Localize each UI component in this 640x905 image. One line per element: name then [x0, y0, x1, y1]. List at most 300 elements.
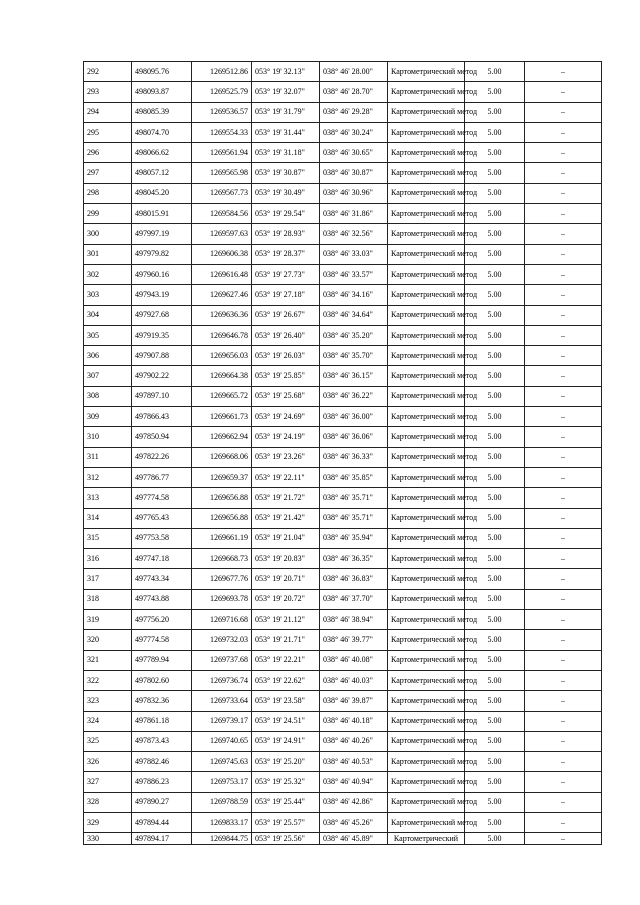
- x-coordinate-cell: 497743.34: [132, 569, 192, 589]
- x-coordinate-cell: 497902.22: [132, 366, 192, 386]
- latitude-cell: 053° 19' 25.85": [252, 366, 320, 386]
- point-number-cell: 297: [84, 163, 132, 183]
- table-row: [84, 62, 602, 82]
- accuracy-cell: 5.00: [465, 183, 525, 203]
- longitude-cell: 038° 46' 38.94": [320, 610, 388, 630]
- point-number-cell: 320: [84, 630, 132, 650]
- y-coordinate-cell: 1269636.36: [192, 305, 252, 325]
- x-coordinate-cell: 497894.17: [132, 833, 192, 845]
- method-cell: Картометрический метод: [388, 264, 465, 284]
- table-row: [84, 630, 602, 650]
- note-cell: –: [525, 569, 602, 589]
- longitude-cell: 038° 46' 36.33": [320, 447, 388, 467]
- latitude-cell: 053° 19' 32.07": [252, 82, 320, 102]
- note-cell: –: [525, 447, 602, 467]
- table-row: [84, 82, 602, 102]
- accuracy-cell: 5.00: [465, 264, 525, 284]
- method-cell: Картометрический метод: [388, 731, 465, 751]
- note-cell: –: [525, 163, 602, 183]
- longitude-cell: 038° 46' 31.86": [320, 204, 388, 224]
- method-cell: Картометрический метод: [388, 772, 465, 792]
- x-coordinate-cell: 497756.20: [132, 610, 192, 630]
- accuracy-cell: 5.00: [465, 833, 525, 845]
- note-cell: –: [525, 752, 602, 772]
- y-coordinate-cell: 1269677.76: [192, 569, 252, 589]
- method-cell: Картометрический метод: [388, 691, 465, 711]
- x-coordinate-cell: 497765.43: [132, 508, 192, 528]
- longitude-cell: 038° 46' 33.57": [320, 264, 388, 284]
- point-number-cell: 306: [84, 346, 132, 366]
- point-number-cell: 307: [84, 366, 132, 386]
- longitude-cell: 038° 46' 28.00": [320, 62, 388, 82]
- y-coordinate-cell: 1269662.94: [192, 427, 252, 447]
- point-number-cell: 316: [84, 549, 132, 569]
- y-coordinate-cell: 1269668.73: [192, 549, 252, 569]
- method-cell: Картометрический метод: [388, 447, 465, 467]
- note-cell: –: [525, 62, 602, 82]
- method-cell: Картометрический метод: [388, 285, 465, 305]
- note-cell: –: [525, 812, 602, 832]
- latitude-cell: 053° 19' 25.56": [252, 833, 320, 845]
- method-cell: Картометрический метод: [388, 792, 465, 812]
- table-row: [84, 386, 602, 406]
- point-number-cell: 309: [84, 407, 132, 427]
- point-number-cell: 321: [84, 650, 132, 670]
- latitude-cell: 053° 19' 22.21": [252, 650, 320, 670]
- point-number-cell: 310: [84, 427, 132, 447]
- point-number-cell: 318: [84, 589, 132, 609]
- point-number-cell: 311: [84, 447, 132, 467]
- x-coordinate-cell: 497919.35: [132, 325, 192, 345]
- latitude-cell: 053° 19' 24.19": [252, 427, 320, 447]
- y-coordinate-cell: 1269736.74: [192, 670, 252, 690]
- latitude-cell: 053° 19' 21.71": [252, 630, 320, 650]
- y-coordinate-cell: 1269561.94: [192, 143, 252, 163]
- latitude-cell: 053° 19' 20.72": [252, 589, 320, 609]
- y-coordinate-cell: 1269536.57: [192, 102, 252, 122]
- point-number-cell: 304: [84, 305, 132, 325]
- table-row: [84, 508, 602, 528]
- latitude-cell: 053° 19' 31.44": [252, 122, 320, 142]
- latitude-cell: 053° 19' 21.72": [252, 488, 320, 508]
- longitude-cell: 038° 46' 40.53": [320, 752, 388, 772]
- latitude-cell: 053° 19' 24.91": [252, 731, 320, 751]
- x-coordinate-cell: 497802.60: [132, 670, 192, 690]
- accuracy-cell: 5.00: [465, 204, 525, 224]
- method-cell: Картометрический метод: [388, 224, 465, 244]
- table-row: [84, 772, 602, 792]
- longitude-cell: 038° 46' 36.83": [320, 569, 388, 589]
- y-coordinate-cell: 1269646.78: [192, 325, 252, 345]
- x-coordinate-cell: 497774.58: [132, 488, 192, 508]
- accuracy-cell: 5.00: [465, 670, 525, 690]
- accuracy-cell: 5.00: [465, 508, 525, 528]
- accuracy-cell: 5.00: [465, 447, 525, 467]
- x-coordinate-cell: 497890.27: [132, 792, 192, 812]
- note-cell: –: [525, 731, 602, 751]
- point-number-cell: 312: [84, 467, 132, 487]
- longitude-cell: 038° 46' 33.03": [320, 244, 388, 264]
- accuracy-cell: 5.00: [465, 792, 525, 812]
- x-coordinate-cell: 497753.58: [132, 528, 192, 548]
- accuracy-cell: 5.00: [465, 772, 525, 792]
- note-cell: –: [525, 772, 602, 792]
- method-cell: Картометрический метод: [388, 102, 465, 122]
- point-number-cell: 294: [84, 102, 132, 122]
- latitude-cell: 053° 19' 31.18": [252, 143, 320, 163]
- accuracy-cell: 5.00: [465, 427, 525, 447]
- method-cell: Картометрический метод: [388, 752, 465, 772]
- x-coordinate-cell: 497882.46: [132, 752, 192, 772]
- point-number-cell: 296: [84, 143, 132, 163]
- latitude-cell: 053° 19' 30.49": [252, 183, 320, 203]
- y-coordinate-cell: 1269833.17: [192, 812, 252, 832]
- point-number-cell: 325: [84, 731, 132, 751]
- method-cell: Картометрический метод: [388, 82, 465, 102]
- table-row: [84, 752, 602, 772]
- table-row: [84, 650, 602, 670]
- method-cell: Картометрический метод: [388, 407, 465, 427]
- point-number-cell: 292: [84, 62, 132, 82]
- coordinates-table: [83, 61, 602, 845]
- x-coordinate-cell: 497850.94: [132, 427, 192, 447]
- y-coordinate-cell: 1269584.56: [192, 204, 252, 224]
- point-number-cell: 322: [84, 670, 132, 690]
- method-cell: Картометрический: [388, 833, 465, 845]
- y-coordinate-cell: 1269753.17: [192, 772, 252, 792]
- note-cell: –: [525, 386, 602, 406]
- y-coordinate-cell: 1269554.33: [192, 122, 252, 142]
- longitude-cell: 038° 46' 39.77": [320, 630, 388, 650]
- x-coordinate-cell: 497886.23: [132, 772, 192, 792]
- table-row: [84, 285, 602, 305]
- table-row: [84, 427, 602, 447]
- y-coordinate-cell: 1269525.79: [192, 82, 252, 102]
- longitude-cell: 038° 46' 36.15": [320, 366, 388, 386]
- table-row: [84, 731, 602, 751]
- longitude-cell: 038° 46' 40.03": [320, 670, 388, 690]
- method-cell: Картометрический метод: [388, 366, 465, 386]
- longitude-cell: 038° 46' 35.94": [320, 528, 388, 548]
- latitude-cell: 053° 19' 20.71": [252, 569, 320, 589]
- y-coordinate-cell: 1269661.73: [192, 407, 252, 427]
- longitude-cell: 038° 46' 36.00": [320, 407, 388, 427]
- note-cell: –: [525, 488, 602, 508]
- accuracy-cell: 5.00: [465, 386, 525, 406]
- point-number-cell: 327: [84, 772, 132, 792]
- note-cell: –: [525, 366, 602, 386]
- method-cell: Картометрический метод: [388, 204, 465, 224]
- accuracy-cell: 5.00: [465, 731, 525, 751]
- latitude-cell: 053° 19' 31.79": [252, 102, 320, 122]
- note-cell: –: [525, 82, 602, 102]
- y-coordinate-cell: 1269740.65: [192, 731, 252, 751]
- longitude-cell: 038° 46' 29.28": [320, 102, 388, 122]
- latitude-cell: 053° 19' 23.58": [252, 691, 320, 711]
- point-number-cell: 295: [84, 122, 132, 142]
- method-cell: Картометрический метод: [388, 163, 465, 183]
- point-number-cell: 328: [84, 792, 132, 812]
- method-cell: Картометрический метод: [388, 488, 465, 508]
- note-cell: –: [525, 792, 602, 812]
- point-number-cell: 330: [84, 833, 132, 845]
- accuracy-cell: 5.00: [465, 366, 525, 386]
- latitude-cell: 053° 19' 28.37": [252, 244, 320, 264]
- accuracy-cell: 5.00: [465, 589, 525, 609]
- latitude-cell: 053° 19' 22.11": [252, 467, 320, 487]
- note-cell: –: [525, 630, 602, 650]
- point-number-cell: 317: [84, 569, 132, 589]
- note-cell: –: [525, 711, 602, 731]
- table-row: [84, 549, 602, 569]
- table-row: [84, 528, 602, 548]
- accuracy-cell: 5.00: [465, 467, 525, 487]
- latitude-cell: 053° 19' 24.51": [252, 711, 320, 731]
- point-number-cell: 305: [84, 325, 132, 345]
- table-row: [84, 346, 602, 366]
- note-cell: –: [525, 427, 602, 447]
- longitude-cell: 038° 46' 37.70": [320, 589, 388, 609]
- table-row: [84, 670, 602, 690]
- y-coordinate-cell: 1269597.63: [192, 224, 252, 244]
- longitude-cell: 038° 46' 35.70": [320, 346, 388, 366]
- y-coordinate-cell: 1269606.38: [192, 244, 252, 264]
- accuracy-cell: 5.00: [465, 346, 525, 366]
- table-row: [84, 366, 602, 386]
- table-row: [84, 244, 602, 264]
- longitude-cell: 038° 46' 40.18": [320, 711, 388, 731]
- table-row: [84, 833, 602, 845]
- latitude-cell: 053° 19' 25.57": [252, 812, 320, 832]
- latitude-cell: 053° 19' 26.40": [252, 325, 320, 345]
- longitude-cell: 038° 46' 35.71": [320, 488, 388, 508]
- method-cell: Картометрический метод: [388, 467, 465, 487]
- table-row: [84, 305, 602, 325]
- point-number-cell: 301: [84, 244, 132, 264]
- x-coordinate-cell: 498015.91: [132, 204, 192, 224]
- point-number-cell: 326: [84, 752, 132, 772]
- note-cell: –: [525, 325, 602, 345]
- longitude-cell: 038° 46' 34.16": [320, 285, 388, 305]
- method-cell: Картометрический метод: [388, 630, 465, 650]
- longitude-cell: 038° 46' 32.56": [320, 224, 388, 244]
- table-row: [84, 183, 602, 203]
- note-cell: –: [525, 833, 602, 845]
- method-cell: Картометрический метод: [388, 122, 465, 142]
- method-cell: Картометрический метод: [388, 183, 465, 203]
- longitude-cell: 038° 46' 30.65": [320, 143, 388, 163]
- x-coordinate-cell: 497979.82: [132, 244, 192, 264]
- method-cell: Картометрический метод: [388, 62, 465, 82]
- method-cell: Картометрический метод: [388, 386, 465, 406]
- accuracy-cell: 5.00: [465, 711, 525, 731]
- point-number-cell: 298: [84, 183, 132, 203]
- point-number-cell: 323: [84, 691, 132, 711]
- note-cell: –: [525, 285, 602, 305]
- latitude-cell: 053° 19' 20.83": [252, 549, 320, 569]
- longitude-cell: 038° 46' 34.64": [320, 305, 388, 325]
- latitude-cell: 053° 19' 25.44": [252, 792, 320, 812]
- y-coordinate-cell: 1269659.37: [192, 467, 252, 487]
- accuracy-cell: 5.00: [465, 488, 525, 508]
- note-cell: –: [525, 407, 602, 427]
- x-coordinate-cell: 498095.76: [132, 62, 192, 82]
- y-coordinate-cell: 1269565.98: [192, 163, 252, 183]
- accuracy-cell: 5.00: [465, 122, 525, 142]
- latitude-cell: 053° 19' 27.18": [252, 285, 320, 305]
- x-coordinate-cell: 498057.12: [132, 163, 192, 183]
- latitude-cell: 053° 19' 23.26": [252, 447, 320, 467]
- x-coordinate-cell: 497786.77: [132, 467, 192, 487]
- y-coordinate-cell: 1269512.86: [192, 62, 252, 82]
- method-cell: Картометрический метод: [388, 569, 465, 589]
- y-coordinate-cell: 1269788.59: [192, 792, 252, 812]
- y-coordinate-cell: 1269616.48: [192, 264, 252, 284]
- note-cell: –: [525, 467, 602, 487]
- note-cell: –: [525, 102, 602, 122]
- y-coordinate-cell: 1269668.06: [192, 447, 252, 467]
- table-row: [84, 589, 602, 609]
- x-coordinate-cell: 497743.88: [132, 589, 192, 609]
- latitude-cell: 053° 19' 21.04": [252, 528, 320, 548]
- method-cell: Картометрический метод: [388, 346, 465, 366]
- y-coordinate-cell: 1269745.63: [192, 752, 252, 772]
- accuracy-cell: 5.00: [465, 610, 525, 630]
- method-cell: Картометрический метод: [388, 427, 465, 447]
- x-coordinate-cell: 497747.18: [132, 549, 192, 569]
- note-cell: –: [525, 122, 602, 142]
- note-cell: –: [525, 346, 602, 366]
- point-number-cell: 300: [84, 224, 132, 244]
- longitude-cell: 038° 46' 35.85": [320, 467, 388, 487]
- accuracy-cell: 5.00: [465, 325, 525, 345]
- x-coordinate-cell: 497907.88: [132, 346, 192, 366]
- longitude-cell: 038° 46' 28.70": [320, 82, 388, 102]
- coordinates-table-body: [84, 62, 602, 845]
- table-row: [84, 163, 602, 183]
- longitude-cell: 038° 46' 35.20": [320, 325, 388, 345]
- point-number-cell: 308: [84, 386, 132, 406]
- y-coordinate-cell: 1269567.73: [192, 183, 252, 203]
- accuracy-cell: 5.00: [465, 407, 525, 427]
- y-coordinate-cell: 1269716.68: [192, 610, 252, 630]
- method-cell: Картометрический метод: [388, 305, 465, 325]
- table-row: [84, 224, 602, 244]
- latitude-cell: 053° 19' 28.93": [252, 224, 320, 244]
- longitude-cell: 038° 46' 30.87": [320, 163, 388, 183]
- point-number-cell: 315: [84, 528, 132, 548]
- accuracy-cell: 5.00: [465, 82, 525, 102]
- point-number-cell: 324: [84, 711, 132, 731]
- x-coordinate-cell: 498074.70: [132, 122, 192, 142]
- accuracy-cell: 5.00: [465, 752, 525, 772]
- longitude-cell: 038° 46' 35.71": [320, 508, 388, 528]
- accuracy-cell: 5.00: [465, 549, 525, 569]
- y-coordinate-cell: 1269844.75: [192, 833, 252, 845]
- note-cell: –: [525, 670, 602, 690]
- latitude-cell: 053° 19' 22.62": [252, 670, 320, 690]
- note-cell: –: [525, 691, 602, 711]
- method-cell: Картометрический метод: [388, 589, 465, 609]
- accuracy-cell: 5.00: [465, 569, 525, 589]
- note-cell: –: [525, 224, 602, 244]
- x-coordinate-cell: 497894.44: [132, 812, 192, 832]
- point-number-cell: 293: [84, 82, 132, 102]
- accuracy-cell: 5.00: [465, 285, 525, 305]
- y-coordinate-cell: 1269737.68: [192, 650, 252, 670]
- table-row: [84, 447, 602, 467]
- point-number-cell: 314: [84, 508, 132, 528]
- note-cell: –: [525, 528, 602, 548]
- accuracy-cell: 5.00: [465, 305, 525, 325]
- table-row: [84, 610, 602, 630]
- table-row: [84, 467, 602, 487]
- method-cell: Картометрический метод: [388, 711, 465, 731]
- x-coordinate-cell: 497822.26: [132, 447, 192, 467]
- accuracy-cell: 5.00: [465, 650, 525, 670]
- method-cell: Картометрический метод: [388, 610, 465, 630]
- longitude-cell: 038° 46' 30.24": [320, 122, 388, 142]
- y-coordinate-cell: 1269732.03: [192, 630, 252, 650]
- x-coordinate-cell: 497861.18: [132, 711, 192, 731]
- longitude-cell: 038° 46' 45.26": [320, 812, 388, 832]
- y-coordinate-cell: 1269664.38: [192, 366, 252, 386]
- table-row: [84, 792, 602, 812]
- longitude-cell: 038° 46' 36.06": [320, 427, 388, 447]
- latitude-cell: 053° 19' 29.54": [252, 204, 320, 224]
- table-row: [84, 325, 602, 345]
- x-coordinate-cell: 497897.10: [132, 386, 192, 406]
- point-number-cell: 299: [84, 204, 132, 224]
- x-coordinate-cell: 497866.43: [132, 407, 192, 427]
- y-coordinate-cell: 1269661.19: [192, 528, 252, 548]
- x-coordinate-cell: 497873.43: [132, 731, 192, 751]
- x-coordinate-cell: 497789.94: [132, 650, 192, 670]
- accuracy-cell: 5.00: [465, 143, 525, 163]
- latitude-cell: 053° 19' 26.03": [252, 346, 320, 366]
- accuracy-cell: 5.00: [465, 62, 525, 82]
- table-row: [84, 812, 602, 832]
- method-cell: Картометрический метод: [388, 670, 465, 690]
- latitude-cell: 053° 19' 25.20": [252, 752, 320, 772]
- x-coordinate-cell: 498085.39: [132, 102, 192, 122]
- x-coordinate-cell: 498066.62: [132, 143, 192, 163]
- latitude-cell: 053° 19' 26.67": [252, 305, 320, 325]
- accuracy-cell: 5.00: [465, 812, 525, 832]
- y-coordinate-cell: 1269693.78: [192, 589, 252, 609]
- method-cell: Картометрический метод: [388, 812, 465, 832]
- method-cell: Картометрический метод: [388, 508, 465, 528]
- point-number-cell: 303: [84, 285, 132, 305]
- method-cell: Картометрический метод: [388, 650, 465, 670]
- longitude-cell: 038° 46' 40.26": [320, 731, 388, 751]
- x-coordinate-cell: 498045.20: [132, 183, 192, 203]
- x-coordinate-cell: 497832.36: [132, 691, 192, 711]
- y-coordinate-cell: 1269656.88: [192, 508, 252, 528]
- note-cell: –: [525, 143, 602, 163]
- point-number-cell: 329: [84, 812, 132, 832]
- point-number-cell: 319: [84, 610, 132, 630]
- longitude-cell: 038° 46' 36.22": [320, 386, 388, 406]
- table-row: [84, 407, 602, 427]
- table-row: [84, 102, 602, 122]
- method-cell: Картометрический метод: [388, 528, 465, 548]
- latitude-cell: 053° 19' 25.32": [252, 772, 320, 792]
- table-row: [84, 691, 602, 711]
- accuracy-cell: 5.00: [465, 630, 525, 650]
- note-cell: –: [525, 183, 602, 203]
- x-coordinate-cell: 497997.19: [132, 224, 192, 244]
